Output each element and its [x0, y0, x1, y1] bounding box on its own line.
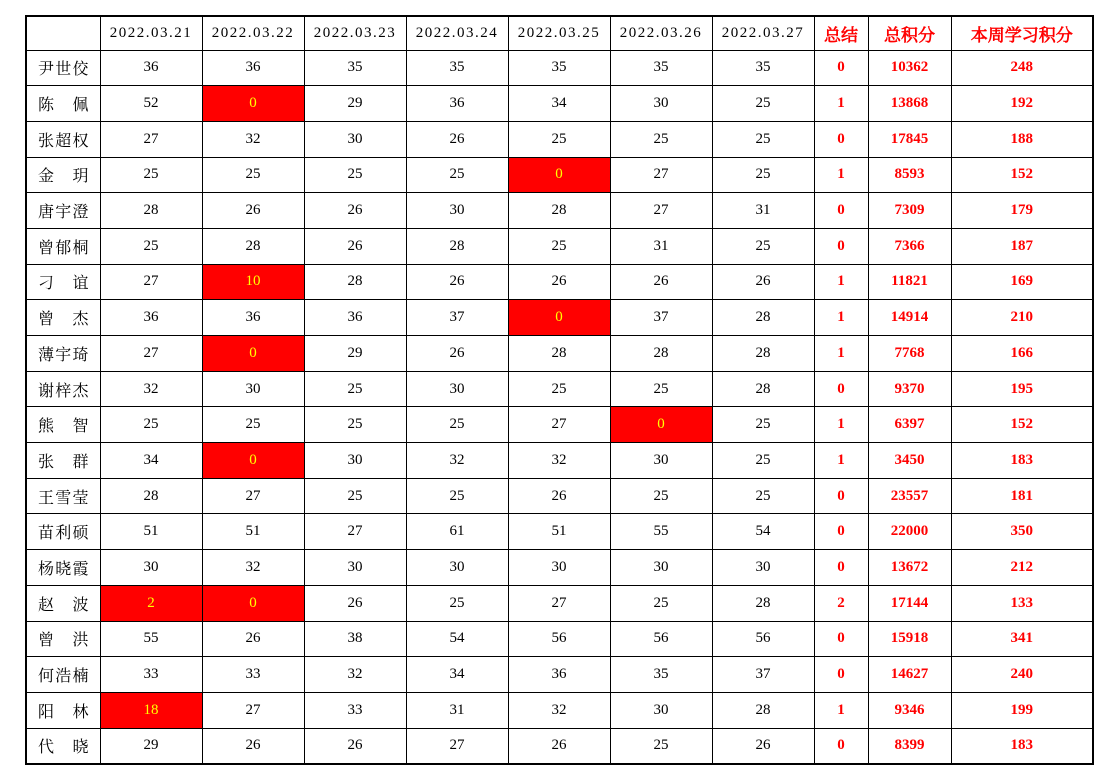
day-score-cell: 56 — [508, 621, 610, 657]
week-study-points-cell: 169 — [951, 264, 1093, 300]
day-score-cell: 35 — [712, 50, 814, 86]
day-score-cell-flagged: 0 — [508, 300, 610, 336]
day-score-cell: 25 — [304, 407, 406, 443]
day-score-cell: 25 — [610, 371, 712, 407]
student-name-cell — [26, 728, 100, 764]
week-study-points-cell: 188 — [951, 121, 1093, 157]
table-row — [26, 692, 1093, 728]
day-score-cell: 26 — [202, 621, 304, 657]
week-study-points-cell: 341 — [951, 621, 1093, 657]
day-score-cell: 51 — [508, 514, 610, 550]
day-score-cell: 27 — [100, 336, 202, 372]
day-score-cell: 28 — [712, 300, 814, 336]
day-score-cell: 28 — [508, 336, 610, 372]
corner-cell — [26, 16, 100, 50]
table-row — [26, 407, 1093, 443]
date-column-header: 2022.03.25 — [508, 16, 610, 50]
student-name: 赵 波 — [38, 596, 89, 614]
table-row — [26, 86, 1093, 122]
day-score-cell: 30 — [610, 692, 712, 728]
day-score-cell: 26 — [712, 264, 814, 300]
day-score-cell: 29 — [304, 86, 406, 122]
day-score-cell: 32 — [508, 692, 610, 728]
day-score-cell: 25 — [406, 478, 508, 514]
week-study-points-cell: 248 — [951, 50, 1093, 86]
table-row — [26, 264, 1093, 300]
day-score-cell-flagged: 0 — [202, 443, 304, 479]
day-score-cell: 32 — [406, 443, 508, 479]
day-score-cell-flagged: 2 — [100, 585, 202, 621]
week-study-points-cell: 179 — [951, 193, 1093, 229]
day-score-cell: 25 — [508, 228, 610, 264]
day-score-cell: 30 — [712, 550, 814, 586]
day-score-cell: 28 — [406, 228, 508, 264]
date-column-header: 2022.03.21 — [100, 16, 202, 50]
week-study-points-cell: 133 — [951, 585, 1093, 621]
student-name: 尹 世 佼 — [38, 61, 89, 79]
day-score-cell-flagged: 0 — [202, 86, 304, 122]
week-study-points-cell: 152 — [951, 157, 1093, 193]
day-score-cell: 56 — [610, 621, 712, 657]
day-score-cell: 25 — [610, 585, 712, 621]
day-score-cell: 30 — [304, 550, 406, 586]
summary-count-cell: 0 — [814, 657, 868, 693]
week-study-points-cell: 240 — [951, 657, 1093, 693]
day-score-cell: 32 — [202, 550, 304, 586]
day-score-cell: 27 — [508, 407, 610, 443]
day-score-cell: 55 — [100, 621, 202, 657]
day-score-cell: 32 — [100, 371, 202, 407]
student-name: 谢 梓 杰 — [38, 382, 89, 400]
total-points-cell: 9370 — [868, 371, 951, 407]
day-score-cell: 25 — [304, 371, 406, 407]
day-score-cell: 27 — [610, 193, 712, 229]
day-score-cell: 28 — [610, 336, 712, 372]
student-name-cell — [26, 407, 100, 443]
day-score-cell: 30 — [304, 121, 406, 157]
day-score-cell: 25 — [406, 407, 508, 443]
date-column-header: 2022.03.27 — [712, 16, 814, 50]
day-score-cell: 54 — [406, 621, 508, 657]
summary-count-cell: 0 — [814, 478, 868, 514]
student-name-cell — [26, 657, 100, 693]
table-row — [26, 621, 1093, 657]
student-name: 唐 宇 澄 — [38, 204, 89, 222]
day-score-cell: 26 — [406, 336, 508, 372]
day-score-cell: 25 — [202, 407, 304, 443]
day-score-cell: 29 — [100, 728, 202, 764]
table-row — [26, 657, 1093, 693]
day-score-cell: 25 — [508, 121, 610, 157]
day-score-cell: 30 — [610, 86, 712, 122]
student-name: 张 超 权 — [38, 132, 89, 150]
day-score-cell-flagged: 18 — [100, 692, 202, 728]
summary-count-cell: 0 — [814, 121, 868, 157]
total-points-cell: 10362 — [868, 50, 951, 86]
day-score-cell: 25 — [100, 157, 202, 193]
day-score-cell: 33 — [202, 657, 304, 693]
day-score-cell: 51 — [100, 514, 202, 550]
day-score-cell: 38 — [304, 621, 406, 657]
day-score-cell: 35 — [610, 50, 712, 86]
summary-count-cell: 0 — [814, 50, 868, 86]
student-name-cell — [26, 228, 100, 264]
day-score-cell-flagged: 0 — [202, 336, 304, 372]
day-score-cell: 32 — [508, 443, 610, 479]
student-name: 曾 洪 — [38, 632, 89, 650]
table-row — [26, 157, 1093, 193]
week-study-points-cell: 183 — [951, 728, 1093, 764]
summary-count-cell: 0 — [814, 550, 868, 586]
day-score-cell: 32 — [304, 657, 406, 693]
day-score-cell: 54 — [712, 514, 814, 550]
student-name-cell — [26, 121, 100, 157]
student-name: 刁 谊 — [38, 275, 89, 293]
student-name: 曾 郁 桐 — [38, 239, 89, 257]
total-points-cell: 8399 — [868, 728, 951, 764]
student-name-cell — [26, 621, 100, 657]
day-score-cell: 28 — [100, 478, 202, 514]
day-score-cell-flagged: 0 — [508, 157, 610, 193]
student-name: 熊 智 — [38, 418, 89, 436]
week-study-points-cell: 152 — [951, 407, 1093, 443]
week-study-points-cell: 212 — [951, 550, 1093, 586]
week-study-points-cell: 192 — [951, 86, 1093, 122]
total-points-cell: 13868 — [868, 86, 951, 122]
day-score-cell: 27 — [202, 692, 304, 728]
day-score-cell: 25 — [304, 157, 406, 193]
table-row — [26, 478, 1093, 514]
day-score-cell: 26 — [304, 193, 406, 229]
day-score-cell: 25 — [712, 228, 814, 264]
week-study-points-cell: 187 — [951, 228, 1093, 264]
day-score-cell: 25 — [508, 371, 610, 407]
total-points-cell: 7309 — [868, 193, 951, 229]
day-score-cell: 35 — [610, 657, 712, 693]
day-score-cell: 31 — [406, 692, 508, 728]
student-name-cell — [26, 514, 100, 550]
table-row — [26, 443, 1093, 479]
day-score-cell: 31 — [610, 228, 712, 264]
day-score-cell: 28 — [100, 193, 202, 229]
week-study-points-cell: 183 — [951, 443, 1093, 479]
day-score-cell: 30 — [610, 443, 712, 479]
week-study-points-cell: 166 — [951, 336, 1093, 372]
summary-count-cell: 0 — [814, 514, 868, 550]
student-name-cell — [26, 50, 100, 86]
day-score-cell: 27 — [610, 157, 712, 193]
day-score-cell: 28 — [712, 336, 814, 372]
day-score-cell: 33 — [100, 657, 202, 693]
total-points-cell: 22000 — [868, 514, 951, 550]
day-score-cell: 37 — [406, 300, 508, 336]
day-score-cell: 35 — [304, 50, 406, 86]
day-score-cell: 26 — [610, 264, 712, 300]
summary-count-cell: 1 — [814, 692, 868, 728]
day-score-cell: 36 — [304, 300, 406, 336]
summary-column-header: 总结 — [814, 16, 868, 50]
day-score-cell: 30 — [508, 550, 610, 586]
summary-count-cell: 1 — [814, 336, 868, 372]
summary-count-cell: 1 — [814, 300, 868, 336]
summary-count-cell: 0 — [814, 228, 868, 264]
summary-count-cell: 0 — [814, 728, 868, 764]
day-score-cell: 36 — [202, 50, 304, 86]
day-score-cell: 30 — [406, 371, 508, 407]
student-name: 金 玥 — [38, 168, 89, 186]
day-score-cell-flagged: 0 — [202, 585, 304, 621]
day-score-cell: 34 — [406, 657, 508, 693]
student-name-cell — [26, 336, 100, 372]
day-score-cell: 36 — [406, 86, 508, 122]
student-name-cell — [26, 264, 100, 300]
week-study-points-cell: 199 — [951, 692, 1093, 728]
day-score-cell: 32 — [202, 121, 304, 157]
summary-count-cell: 0 — [814, 621, 868, 657]
table-body — [26, 50, 1093, 764]
day-score-cell-flagged: 10 — [202, 264, 304, 300]
day-score-cell: 25 — [202, 157, 304, 193]
student-name: 代 晓 — [38, 739, 89, 757]
student-name: 张 群 — [38, 453, 89, 471]
day-score-cell: 25 — [304, 478, 406, 514]
day-score-cell: 28 — [712, 692, 814, 728]
day-score-cell: 31 — [712, 193, 814, 229]
day-score-cell: 25 — [610, 478, 712, 514]
total-points-cell: 14914 — [868, 300, 951, 336]
day-score-cell: 25 — [712, 86, 814, 122]
day-score-cell: 25 — [406, 157, 508, 193]
week-study-points-cell: 195 — [951, 371, 1093, 407]
day-score-cell: 30 — [406, 193, 508, 229]
summary-column-header: 本周学习积分 — [951, 16, 1093, 50]
day-score-cell: 34 — [508, 86, 610, 122]
weekly-score-sheet — [25, 15, 1094, 765]
day-score-cell: 27 — [304, 514, 406, 550]
student-name: 王 雪 莹 — [38, 489, 89, 507]
day-score-cell: 25 — [712, 157, 814, 193]
table-row — [26, 514, 1093, 550]
student-name-cell — [26, 692, 100, 728]
day-score-cell: 29 — [304, 336, 406, 372]
day-score-cell-flagged: 0 — [610, 407, 712, 443]
table-header — [26, 16, 1093, 50]
day-score-cell: 26 — [712, 728, 814, 764]
week-study-points-cell: 350 — [951, 514, 1093, 550]
student-name: 薄 宇 琦 — [38, 346, 89, 364]
day-score-cell: 36 — [100, 50, 202, 86]
total-points-cell: 17144 — [868, 585, 951, 621]
student-name-cell — [26, 193, 100, 229]
header-row — [26, 16, 1093, 50]
date-column-header: 2022.03.26 — [610, 16, 712, 50]
summary-count-cell: 0 — [814, 193, 868, 229]
date-column-header: 2022.03.23 — [304, 16, 406, 50]
week-study-points-cell: 181 — [951, 478, 1093, 514]
day-score-cell: 27 — [100, 121, 202, 157]
day-score-cell: 27 — [202, 478, 304, 514]
summary-column-header: 总积分 — [868, 16, 951, 50]
student-name-cell — [26, 157, 100, 193]
day-score-cell: 61 — [406, 514, 508, 550]
day-score-cell: 28 — [202, 228, 304, 264]
total-points-cell: 3450 — [868, 443, 951, 479]
total-points-cell: 23557 — [868, 478, 951, 514]
day-score-cell: 28 — [304, 264, 406, 300]
day-score-cell: 33 — [304, 692, 406, 728]
day-score-cell: 30 — [610, 550, 712, 586]
day-score-cell: 28 — [508, 193, 610, 229]
day-score-cell: 30 — [100, 550, 202, 586]
week-study-points-cell: 210 — [951, 300, 1093, 336]
day-score-cell: 28 — [712, 585, 814, 621]
day-score-cell: 26 — [508, 728, 610, 764]
table-row — [26, 228, 1093, 264]
day-score-cell: 26 — [508, 478, 610, 514]
student-name: 曾 杰 — [38, 311, 89, 329]
student-name: 阳 林 — [38, 703, 89, 721]
student-name: 苗 利 硕 — [38, 525, 89, 543]
table-row — [26, 371, 1093, 407]
student-name: 何 浩 楠 — [38, 668, 89, 686]
summary-count-cell: 2 — [814, 585, 868, 621]
total-points-cell: 7366 — [868, 228, 951, 264]
date-column-header: 2022.03.22 — [202, 16, 304, 50]
student-name-cell — [26, 300, 100, 336]
student-name-cell — [26, 86, 100, 122]
student-name-cell — [26, 478, 100, 514]
summary-count-cell: 1 — [814, 157, 868, 193]
summary-count-cell: 1 — [814, 407, 868, 443]
day-score-cell: 37 — [610, 300, 712, 336]
table-row — [26, 193, 1093, 229]
summary-count-cell: 1 — [814, 443, 868, 479]
day-score-cell: 51 — [202, 514, 304, 550]
total-points-cell: 6397 — [868, 407, 951, 443]
day-score-cell: 26 — [202, 193, 304, 229]
day-score-cell: 25 — [100, 407, 202, 443]
day-score-cell: 25 — [712, 443, 814, 479]
day-score-cell: 25 — [712, 407, 814, 443]
student-name: 陈 佩 — [38, 97, 89, 115]
day-score-cell: 56 — [712, 621, 814, 657]
total-points-cell: 7768 — [868, 336, 951, 372]
day-score-cell: 26 — [508, 264, 610, 300]
student-name: 杨 晓 霞 — [38, 560, 89, 578]
table-row — [26, 50, 1093, 86]
day-score-cell: 25 — [610, 728, 712, 764]
day-score-cell: 27 — [406, 728, 508, 764]
day-score-cell: 25 — [712, 121, 814, 157]
day-score-cell: 34 — [100, 443, 202, 479]
date-column-header: 2022.03.24 — [406, 16, 508, 50]
day-score-cell: 36 — [202, 300, 304, 336]
total-points-cell: 17845 — [868, 121, 951, 157]
day-score-cell: 25 — [406, 585, 508, 621]
summary-count-cell: 0 — [814, 371, 868, 407]
student-name-cell — [26, 550, 100, 586]
day-score-cell: 27 — [100, 264, 202, 300]
day-score-cell: 26 — [304, 228, 406, 264]
total-points-cell: 11821 — [868, 264, 951, 300]
day-score-cell: 25 — [712, 478, 814, 514]
day-score-cell: 52 — [100, 86, 202, 122]
score-table — [25, 15, 1094, 765]
day-score-cell: 26 — [406, 264, 508, 300]
day-score-cell: 25 — [610, 121, 712, 157]
day-score-cell: 36 — [508, 657, 610, 693]
student-name-cell — [26, 443, 100, 479]
day-score-cell: 37 — [712, 657, 814, 693]
day-score-cell: 28 — [712, 371, 814, 407]
day-score-cell: 36 — [100, 300, 202, 336]
total-points-cell: 8593 — [868, 157, 951, 193]
day-score-cell: 30 — [406, 550, 508, 586]
summary-count-cell: 1 — [814, 264, 868, 300]
day-score-cell: 30 — [202, 371, 304, 407]
total-points-cell: 9346 — [868, 692, 951, 728]
day-score-cell: 35 — [406, 50, 508, 86]
student-name-cell — [26, 371, 100, 407]
total-points-cell: 13672 — [868, 550, 951, 586]
total-points-cell: 14627 — [868, 657, 951, 693]
summary-count-cell: 1 — [814, 86, 868, 122]
day-score-cell: 35 — [508, 50, 610, 86]
total-points-cell: 15918 — [868, 621, 951, 657]
day-score-cell: 26 — [304, 728, 406, 764]
table-row — [26, 300, 1093, 336]
student-name-cell — [26, 585, 100, 621]
day-score-cell: 26 — [304, 585, 406, 621]
table-row — [26, 550, 1093, 586]
table-row — [26, 728, 1093, 764]
day-score-cell: 55 — [610, 514, 712, 550]
day-score-cell: 26 — [406, 121, 508, 157]
day-score-cell: 26 — [202, 728, 304, 764]
table-row — [26, 585, 1093, 621]
table-row — [26, 336, 1093, 372]
table-row — [26, 121, 1093, 157]
day-score-cell: 25 — [100, 228, 202, 264]
day-score-cell: 30 — [304, 443, 406, 479]
day-score-cell: 27 — [508, 585, 610, 621]
